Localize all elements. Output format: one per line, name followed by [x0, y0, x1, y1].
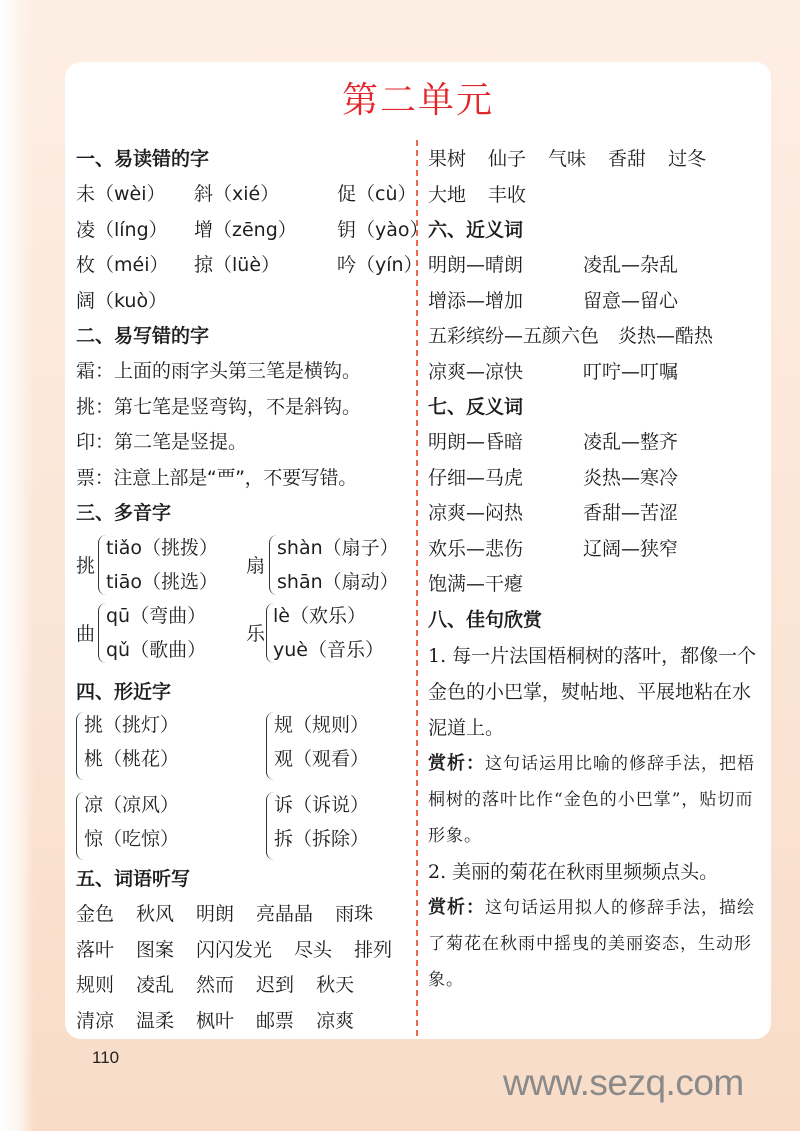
- dictation-word: 雨珠: [335, 903, 374, 925]
- dictation-row: [428, 178, 763, 214]
- antonym-row: [428, 567, 763, 603]
- analysis-text: 这句话运用比喻的修辞手法，把梧桐树的落叶比作“金色的小巴掌”，贴切而形象。: [428, 753, 755, 846]
- miswritten-line: 挑：第七笔是竖弯钩，不是斜钩。: [76, 395, 362, 418]
- synonym-row: [428, 355, 763, 391]
- section-heading-dictation: 五、词语听写: [76, 868, 191, 890]
- similar-char-item: 诉（诉说）: [274, 794, 370, 816]
- miswritten-line: 票：注意上部是“覀”，不要写错。: [76, 466, 357, 489]
- polyphonic-reading: shàn（扇子）: [277, 537, 399, 559]
- antonym-pair: 明朗—昏暗: [428, 431, 524, 453]
- antonym-pair: 凉爽—闷热: [428, 502, 524, 524]
- dictation-word: 气味: [548, 148, 587, 170]
- dictation-word: 果树: [428, 148, 467, 170]
- example-sentence: 2. 美丽的菊花在秋雨里频频点头。: [428, 860, 719, 883]
- section-heading-miswritten: 二、易写错的字: [76, 325, 210, 347]
- section-heading-similar-chars: 四、形近字: [76, 681, 172, 703]
- similar-chars-row: [76, 790, 411, 870]
- synonym-row: [428, 284, 763, 320]
- similar-char-item: 惊（吃惊）: [84, 828, 180, 850]
- polyphonic-reading: lè（欢乐）: [273, 605, 366, 627]
- miswritten-line: 印：第二笔是竖提。: [76, 431, 248, 453]
- similar-chars-row: [76, 710, 411, 790]
- polyphonic-char: 挑: [76, 555, 96, 577]
- dictation-word: 明朗: [196, 903, 235, 925]
- polyphonic-char: 乐: [246, 623, 266, 645]
- dictation-word: 枫叶: [196, 1009, 235, 1032]
- polyphonic-reading: qǔ（歌曲）: [106, 639, 207, 661]
- dictation-word: 尽头: [294, 938, 333, 961]
- misread-item: 增（zēng）: [194, 218, 297, 241]
- dictation-word: 迟到: [256, 974, 295, 996]
- section-heading-polyphonic: 三、多音字: [76, 502, 172, 524]
- misread-row: [76, 213, 429, 249]
- synonym-pair: 增添—增加: [428, 289, 524, 312]
- dictation-word: 过冬: [668, 148, 707, 170]
- polyphonic-row: [76, 599, 411, 667]
- synonym-pair: 凌乱—杂乱: [583, 254, 679, 276]
- section-heading-synonyms: 六、近义词: [428, 219, 524, 241]
- section-heading-fine-sentences: 八、佳句欣赏: [428, 608, 543, 631]
- dictation-word: 香甜: [608, 148, 647, 170]
- dictation-word: 图案: [136, 938, 175, 961]
- polyphonic-char: 扇: [246, 555, 266, 577]
- antonym-row: [428, 461, 763, 497]
- misread-item: 枚（méi）: [76, 254, 169, 276]
- analysis-label: 赏析：: [428, 896, 485, 918]
- synonym-pair: 明朗—晴朗: [428, 254, 524, 276]
- polyphonic-reading: qū（弯曲）: [106, 605, 207, 627]
- polyphonic-reading: tiāo（挑选）: [106, 571, 218, 593]
- content-panel: [65, 62, 771, 1039]
- dictation-row: [76, 897, 411, 933]
- watermark: www.sezq.com: [503, 1062, 744, 1103]
- dictation-word: 金色: [76, 903, 115, 925]
- misread-row: [76, 284, 411, 320]
- polyphonic-char: 曲: [76, 623, 96, 645]
- dictation-word: 丰收: [488, 183, 527, 206]
- synonym-pair: 留意—留心: [583, 289, 679, 312]
- synonym-pair: 五彩缤纷—五颜六色: [428, 325, 600, 347]
- sentence-analysis: [428, 746, 763, 854]
- misread-item: 斜（xié）: [194, 183, 280, 205]
- similar-char-item: 凉（凉风）: [84, 794, 180, 816]
- antonym-pair: 炎热—寒冷: [583, 466, 679, 489]
- page-title: 第二单元: [341, 80, 494, 121]
- dictation-word: 排列: [354, 938, 393, 961]
- section-heading-antonyms: 七、反义词: [428, 396, 524, 418]
- right-column: [428, 142, 763, 998]
- dictation-row: [428, 142, 763, 178]
- similar-char-item: 桃（桃花）: [84, 748, 180, 770]
- antonym-row: [428, 425, 763, 461]
- dictation-word: 仙子: [488, 148, 527, 170]
- dictation-word: 落叶: [76, 938, 115, 961]
- polyphonic-reading: yuè（音乐）: [273, 639, 384, 661]
- misread-row: [76, 248, 423, 284]
- misread-item: 未（wèi）: [76, 183, 166, 205]
- misread-item: 钥（yào）: [337, 218, 429, 241]
- dictation-word: 规则: [76, 974, 115, 996]
- synonym-pair: 叮咛—叮嘱: [583, 360, 679, 383]
- polyphonic-row: [76, 531, 411, 599]
- misread-item: 掠（lüè）: [194, 254, 281, 276]
- antonym-pair: 欢乐—悲伤: [428, 537, 524, 560]
- section-heading-misread: 一、易读错的字: [76, 148, 210, 170]
- dictation-word: 秋风: [136, 903, 175, 925]
- antonym-pair: 饱满—干瘪: [428, 573, 524, 595]
- dictation-word: 凉爽: [316, 1009, 355, 1032]
- similar-char-item: 规（规则）: [274, 714, 370, 736]
- dictation-word: 大地: [428, 183, 467, 206]
- dictation-word: 清凉: [76, 1009, 115, 1032]
- antonym-row: [428, 532, 763, 568]
- page-edge: [0, 0, 34, 1131]
- example-sentence: 1. 每一片法国梧桐树的落叶，都像一个金色的小巴掌，熨帖地、平展地粘在水泥道上。: [428, 644, 757, 739]
- misread-item: 促（cù）: [337, 183, 417, 205]
- antonym-pair: 仔细—马虎: [428, 466, 524, 489]
- dictation-word: 邮票: [256, 1009, 295, 1032]
- similar-char-item: 观（观看）: [274, 748, 370, 770]
- dictation-word: 秋天: [316, 974, 355, 996]
- misread-row: [76, 177, 417, 213]
- antonym-pair: 辽阔—狭窄: [583, 537, 679, 560]
- synonym-row: [428, 319, 763, 355]
- synonym-pair: 炎热—酷热: [618, 325, 714, 347]
- synonym-row: [428, 248, 763, 284]
- dictation-word: 闪闪发光: [196, 938, 273, 961]
- miswritten-line: 霜：上面的雨字头第三笔是横钩。: [76, 360, 362, 382]
- sentence-analysis: [428, 890, 763, 998]
- similar-char-item: 拆（拆除）: [274, 828, 370, 850]
- dictation-row: [76, 933, 411, 969]
- dictation-row: [76, 1004, 411, 1040]
- polyphonic-reading: tiǎo（挑拨）: [106, 537, 218, 559]
- dictation-word: 亮晶晶: [256, 903, 314, 925]
- dictation-word: 然而: [196, 974, 235, 996]
- dictation-word: 凌乱: [136, 974, 175, 996]
- analysis-label: 赏析：: [428, 752, 485, 774]
- page-number: 110: [92, 1048, 120, 1067]
- antonym-pair: 凌乱—整齐: [583, 431, 679, 453]
- dictation-row: [76, 968, 411, 1004]
- antonym-row: [428, 496, 763, 532]
- analysis-text: 这句话运用拟人的修辞手法，描绘了菊花在秋雨中摇曳的美丽姿态，生动形象。: [428, 897, 755, 990]
- dictation-word: 温柔: [136, 1009, 175, 1032]
- antonym-pair: 香甜—苦涩: [583, 502, 679, 524]
- synonym-pair: 凉爽—凉快: [428, 360, 524, 383]
- misread-item: 吟（yín）: [337, 254, 423, 276]
- left-column: [76, 142, 429, 1039]
- misread-item: 凌（líng）: [76, 218, 168, 241]
- misread-item: 阔（kuò）: [76, 289, 168, 312]
- similar-char-item: 挑（挑灯）: [84, 714, 180, 736]
- polyphonic-reading: shān（扇动）: [277, 571, 399, 593]
